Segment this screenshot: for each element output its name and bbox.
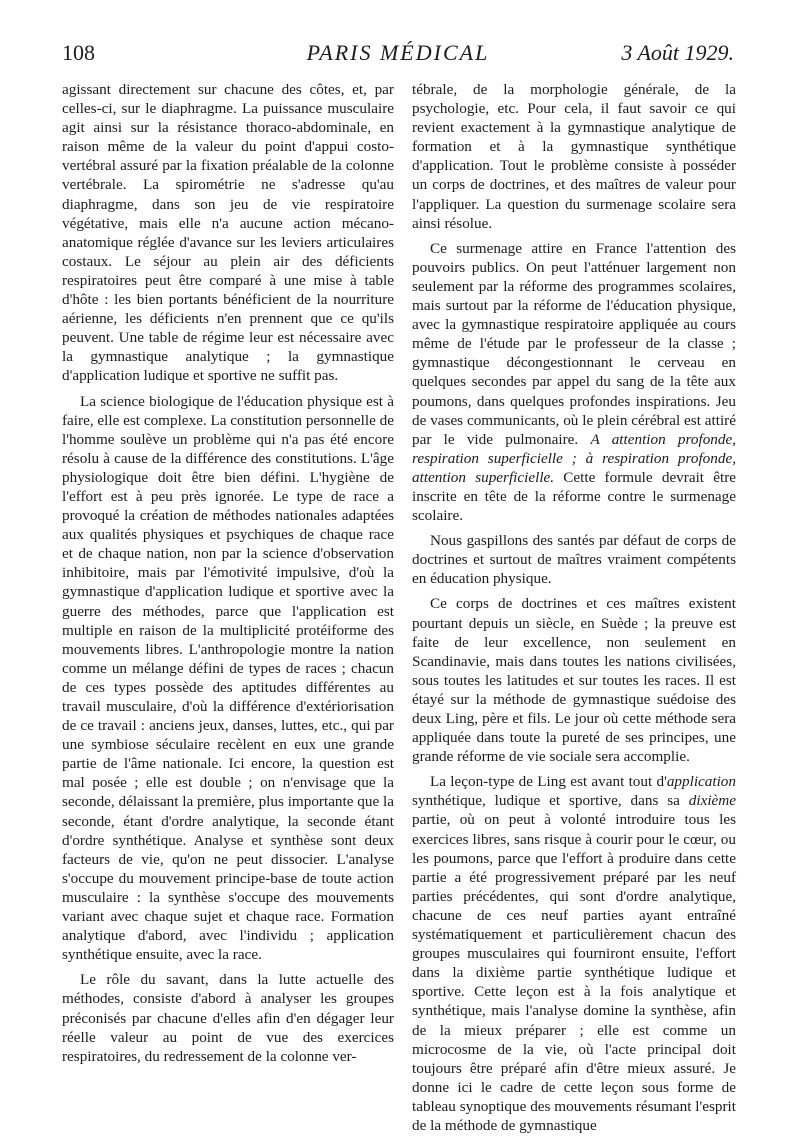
- paragraph: Le rôle du savant, dans la lutte actuelle des méthodes, consiste d'abord à analyser les groupes préconisés par chacune d'elles afin d'en dégager leur réelle valeur au point de vue des exercices respiratoires, du redressement de la colonne ver-: [62, 971, 394, 1065]
- italic-term: dixième: [688, 792, 736, 810]
- paragraph-text: Cette formule devrait être inscrite en tête de la réforme contre le surmenage scolaire.: [412, 468, 736, 525]
- italic-formula: A attention profonde, respiration superficielle ; à respiration profonde, attention superficielle.: [412, 430, 737, 486]
- right-column: [412, 80, 736, 1135]
- page-number: 108: [62, 40, 95, 65]
- paragraph-text: La leçon-type de Ling est avant tout d': [430, 773, 667, 791]
- journal-title: PARIS MÉDICAL: [306, 40, 490, 65]
- paragraph-text: synthétique, ludique et sportive, dans sa: [412, 792, 680, 810]
- paragraph: Ce corps de doctrines et ces maîtres existent pourtant depuis un siècle, en Suède ; la preuve est faite de leur excellence, non seulement en Scandinavie, mais dans toutes les nations civilisées, sous toutes les latitudes et sur toutes les races. Il est étayé sur la méthode de gymnastique suédoise des deux Ling, père et fils. Le jour où cette méthode sera appliquée dans toute la pureté de ses principes, une grande réforme de vie sociale sera accomplie.: [412, 595, 736, 766]
- paragraph: [412, 772, 736, 1135]
- left-column: [62, 80, 394, 1066]
- paragraph: La science biologique de l'éducation physique est à faire, elle est complexe. La constitution personnelle de l'homme soulève un problème qui n'a pas été encore résolu à cause de la différence des constitutions. L'âge physiologique doit être bien défini. L'hygiène de l'effort est à peu près ignorée. Le type de race a provoqué la création de méthodes nationales adaptées aux qualités physiques et psychiques de chaque race et de chaque nation, non par la science d'observation inhibitoire, mais par l'émotivité impulsive, d'où la gymnastique d'application ludique et sportive avec la guerre des méthodes, parce que l'application est multiple en raison de la multiplicité protéiforme des mouvements libres. L'anthropologie montre la nation comme un mélange défini de types de races ; chacun de ces types possède des aptitudes différentes au travail musculaire, d'où la différence d'extériorisation de ce travail : anciens jeux, danses, luttes, etc., qui par une symbiose séculaire recèlent en eux une grande partie de l'âme nationale. Ici encore, la question est mal posée ; elle est double ; on n'envisage que la seconde, délaissant la première, plus importante que la seconde, étant d'ordre analytique, la seconde étant d'ordre synthétique. Analyse et synthèse sont deux facteurs de vie, qu'on ne peut dissocier. L'analyse s'occupe du mouvement principe-base de toute action musculaire : la synthèse s'occupe des mouvements variant avec chaque sujet et chaque race. Formation analytique d'abord, avec l'individu ; application synthétique ensuite, avec la race.: [62, 392, 394, 964]
- paragraph-text: Ce surmenage attire en France l'attention des pouvoirs publics. On peut l'atténuer largement non seulement par la réforme des programmes scolaires, mais surtout par la réforme de l'éducation physique, avec la gymnastique respiratoire appliquée au cours même de l'étude par le professeur de la classe ; gymnastique décongestionnant le cerveau en quelques secondes par appel du sang de la tête aux poumons, dans quelques profondes inspirations. Jeu de vases communicants, où le plein cérébral est attiré par le vide pulmonaire.: [412, 239, 736, 448]
- issue-date: 3 Août 1929.: [621, 40, 734, 65]
- paragraph: tébrale, de la morphologie générale, de la psychologie, etc. Pour cela, il faut savoir ce qui revient exactement à la gymnastique analytique de formation et à la gymnastique synthétique d'application. Tout le problème consiste à posséder un corps de doctrines, et des maîtres de valeur pour l'appliquer. La question du surmenage scolaire sera ainsi résolue.: [412, 81, 736, 232]
- paragraph: Nous gaspillons des santés par défaut de corps de doctrines et surtout de maîtres vraiment compétents en éducation physique.: [412, 532, 736, 588]
- paragraph: agissant directement sur chacune des côtes, et, par celles-ci, sur le diaphragme. La puissance musculaire agit ainsi sur la résistance thoraco-abdominale, en raison même de la valeur du point d'appui costo-vertébral assuré par la fixation préalable de la colonne vertébrale. La spirométrie ne s'adresse qu'au diaphragme, dans son jeu de vie respiratoire végétative, mais elle n'a aucune action mécano-anatomique réglée d'avance sur les leviers articulaires costaux. Le séjour au plein air des déficients respiratoires peut être comparé à une mise à table d'hôte : les bien portants bénéficient de la nourriture aérienne, les déficients n'en prennent que ce qu'ils peuvent. Une table de régime leur est nécessaire avec la gymnastique analytique ; la gymnastique d'application ludique et sportive ne suffit pas.: [62, 81, 394, 385]
- italic-term: application: [666, 773, 736, 791]
- page-header: [62, 40, 734, 70]
- paragraph-text: partie, où on peut à volonté introduire tous les exercices libres, sans risque à courir pour le cœur, ou les poumons, parce que l'effort à produire dans cette partie a été progressivement préparé par les neuf parties précédentes, qui sont d'ordre analytique, chacune de ces neuf parties ayant entraîné systématiquement et particulièrement chacun des groupes musculaires qui fourniront ensuite, l'effort dans la dixième partie synthétique ludique et sportive. Cette leçon est à la fois analytique et synthétique, mais l'analyse domine la synthèse, afin de la mieux préparer ; elle est comme un microcosme de la vie, où l'acte principal doit toujours être préparé afin d'être mieux assuré. Je donne ici le cadre de cette leçon sous forme de tableau synoptique des mouvements résumant l'esprit de la méthode de gymnastique: [412, 811, 736, 1134]
- paragraph: [412, 239, 736, 525]
